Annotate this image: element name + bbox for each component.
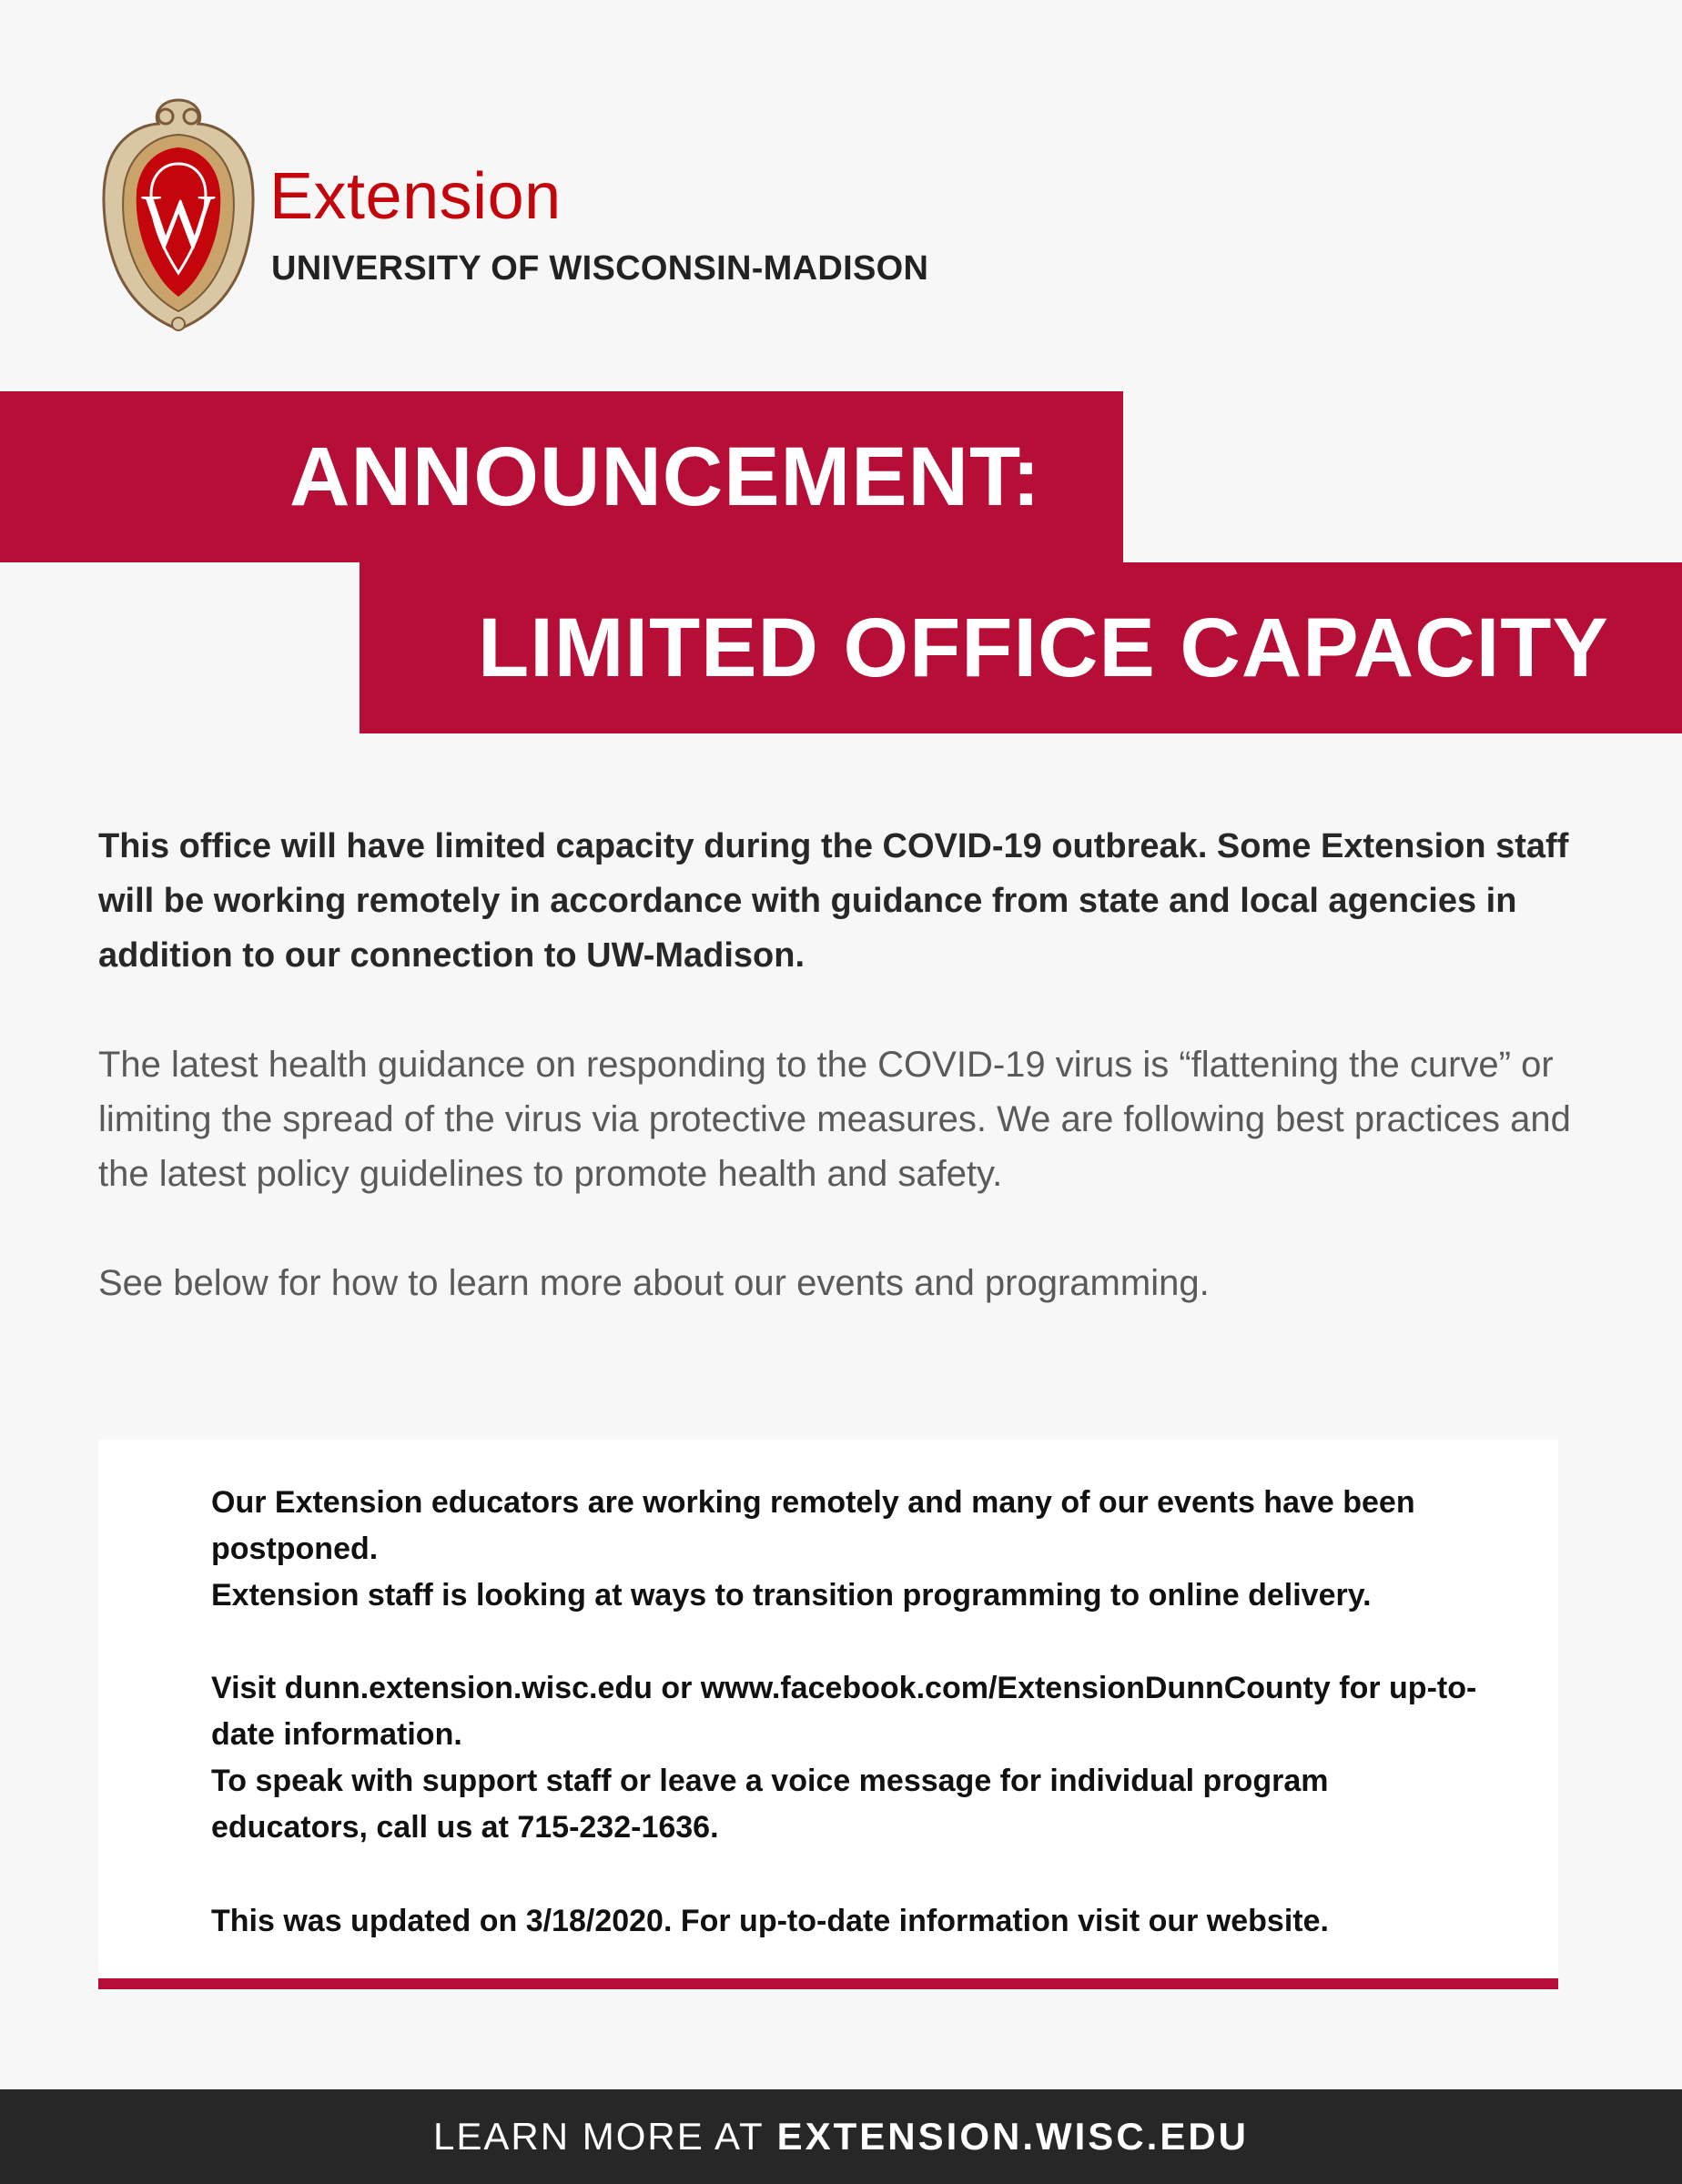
uw-crest-logo	[98, 95, 258, 335]
intro-paragraph: This office will have limited capacity during the COVID-19 outbreak. Some Extension staff will be working remotely in accordance with guidance from state and local agencies in addition to our connection to UW-Madison.	[98, 827, 1569, 975]
banner-heading-announcement: ANNOUNCEMENT:	[289, 430, 1041, 523]
info-call: To speak with support staff or leave a voice message for individual program educators, call us at 715-232-1636.	[211, 1764, 1329, 1845]
info-visit: Visit dunn.extension.wisc.edu or www.facebook.com/ExtensionDunnCounty for up-to-date information.	[211, 1671, 1477, 1752]
info-transition: Extension staff is looking at ways to transition programming to online delivery.	[211, 1578, 1372, 1613]
info-updated: This was updated on 3/18/2020. For up-to-date information visit our website.	[211, 1904, 1329, 1938]
brand-subtitle: UNIVERSITY OF WISCONSIN-MADISON	[271, 249, 929, 288]
crest-letter: W	[141, 177, 216, 265]
info-box-divider	[98, 1978, 1558, 1989]
footer-prefix: LEARN MORE AT	[432, 2115, 765, 2158]
brand-name: Extension	[269, 160, 562, 233]
see-below-paragraph: See below for how to learn more about our events and programming.	[98, 1263, 1210, 1303]
banner-heading-capacity: LIMITED OFFICE CAPACITY	[478, 602, 1609, 694]
footer-bar	[0, 2089, 1682, 2184]
footer-website-link[interactable]: EXTENSION.WISC.EDU	[776, 2115, 1249, 2158]
info-educators: Our Extension educators are working remotely and many of our events have been postponed.	[211, 1485, 1415, 1566]
guidance-paragraph: The latest health guidance on responding to the COVID-19 virus is “flattening the curve” or limiting the spread of the virus via protective measures. We are following best practices and the latest policy guidelines to promote health and safety.	[98, 1045, 1571, 1194]
